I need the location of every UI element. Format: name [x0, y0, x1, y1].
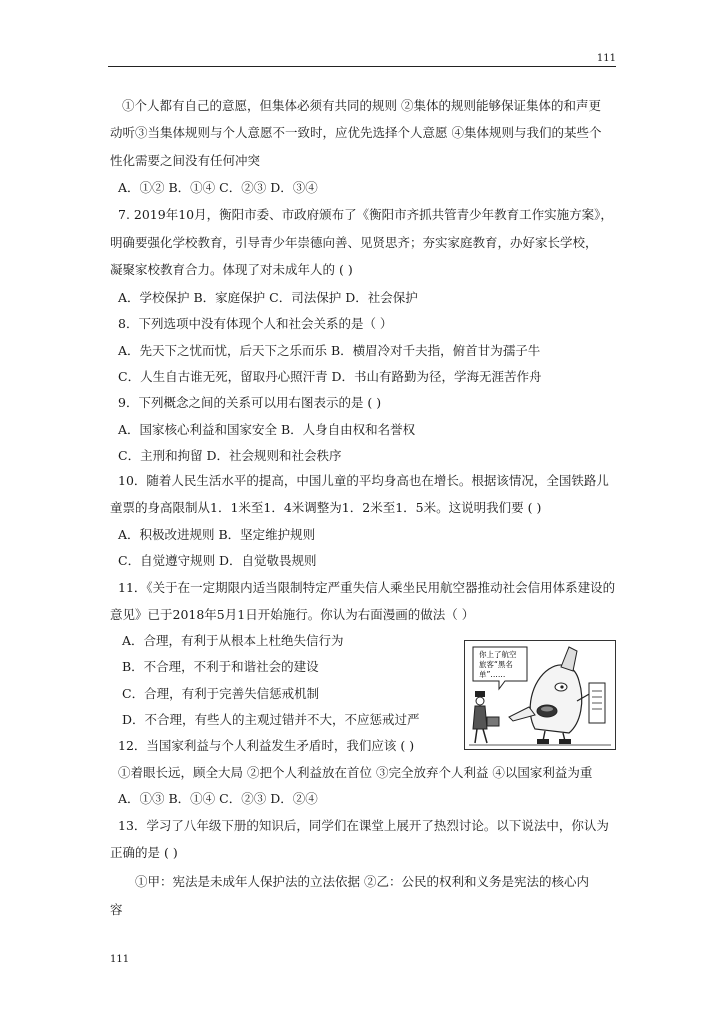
q6-stem-line1: ①个人都有自己的意愿，但集体必须有共同的规则 ②集体的规则能够保证集体的和声更 — [122, 98, 601, 113]
q7-line3: 凝聚家校教育合力。体现了对未成年人的 ( ) — [110, 262, 353, 277]
q13-line3: ①甲：宪法是未成年人保护法的立法依据 ②乙：公民的权利和义务是宪法的核心内 — [135, 874, 589, 889]
q6-stem-line2: 动听③当集体规则与个人意愿不一致时，应优先选择个人意愿 ④集体规则与我们的某些个 — [110, 125, 602, 140]
header-rule — [108, 66, 616, 67]
q12-stem: 12．当国家利益与个人利益发生矛盾时，我们应该 ( ) — [118, 738, 415, 753]
cartoon-illustration — [464, 640, 616, 750]
q11-option-b: B．不合理，不利于和谐社会的建设 — [122, 659, 319, 674]
q7-options: A．学校保护 B．家庭保护 C．司法保护 D．社会保护 — [118, 290, 418, 305]
q8-options-ab: A．先天下之忧而忧，后天下之乐而乐 B．横眉冷对千夫指，俯首甘为孺子牛 — [118, 343, 541, 358]
q11-line1: 11．《关于在一定期限内适当限制特定严重失信人乘坐民用航空器推动社会信用体系建设的 — [118, 580, 616, 595]
q11-option-a: A．合理，有利于从根本上杜绝失信行为 — [122, 633, 344, 648]
q12-items: ①着眼长远，顾全大局 ②把个人利益放在首位 ③完全放弃个人利益 ④以国家利益为重 — [118, 765, 593, 780]
q8-stem: 8．下列选项中没有体现个人和社会关系的是（ ） — [118, 316, 393, 331]
cartoon-bubble-line1: 你上了航空 — [479, 650, 517, 659]
q10-line1: 10．随着人民生活水平的提高，中国儿童的平均身高也在增长。根据该情况，全国铁路儿 — [118, 473, 609, 488]
page-number-bottom: 111 — [110, 954, 130, 965]
q7-line2: 明确要强化学校教育，引导青少年崇德向善、见贤思齐；夯实家庭教育，办好家长学校， — [110, 235, 598, 250]
q6-options: A．①② B．①④ C．②③ D．③④ — [118, 180, 318, 195]
q11-line2: 意见》已于2018年5月1日开始施行。你认为右面漫画的做法（ ） — [110, 607, 475, 622]
q10-options-cd: C．自觉遵守规则 D．自觉敬畏规则 — [118, 553, 317, 568]
q11-option-c: C．合理，有利于完善失信惩戒机制 — [122, 686, 320, 701]
q10-line2: 童票的身高限制从1．1米至1．4米调整为1．2米至1．5米。这说明我们要 ( ) — [110, 500, 542, 515]
q9-stem: 9．下列概念之间的关系可以用右图表示的是 ( ) — [118, 395, 382, 410]
q8-options-cd: C．人生自古谁无死，留取丹心照汗青 D．书山有路勤为径，学海无涯苦作舟 — [118, 369, 542, 384]
q7-line1: 7. 2019年10月，衡阳市委、市政府颁布了《衡阳市齐抓共管青少年教育工作实施方案》， — [118, 207, 613, 222]
cartoon-bubble-line3: 单”…… — [479, 670, 506, 679]
q13-line1: 13．学习了八年级下册的知识后，同学们在课堂上展开了热烈讨论。以下说法中，你认为 — [118, 818, 609, 833]
q11-option-d: D．不合理，有些人的主观过错并不大，不应惩戒过严 — [122, 712, 420, 727]
q6-stem-line3: 性化需要之间没有任何冲突 — [110, 153, 261, 168]
q10-options-ab: A．积极改进规则 B．坚定维护规则 — [118, 527, 316, 542]
q9-options-cd: C．主刑和拘留 D．社会规则和社会秩序 — [118, 448, 342, 463]
q13-line4: 容 — [110, 902, 123, 917]
q9-options-ab: A．国家核心利益和国家安全 B．人身自由权和名誉权 — [118, 422, 416, 437]
q13-line2: 正确的是 ( ) — [110, 845, 178, 860]
page-number-top: 111 — [596, 53, 616, 64]
cartoon-drawing — [465, 641, 615, 749]
q12-options: A．①③ B．①④ C．②③ D．②④ — [118, 791, 318, 806]
cartoon-bubble-line2: 旅客“黑名 — [479, 660, 513, 669]
